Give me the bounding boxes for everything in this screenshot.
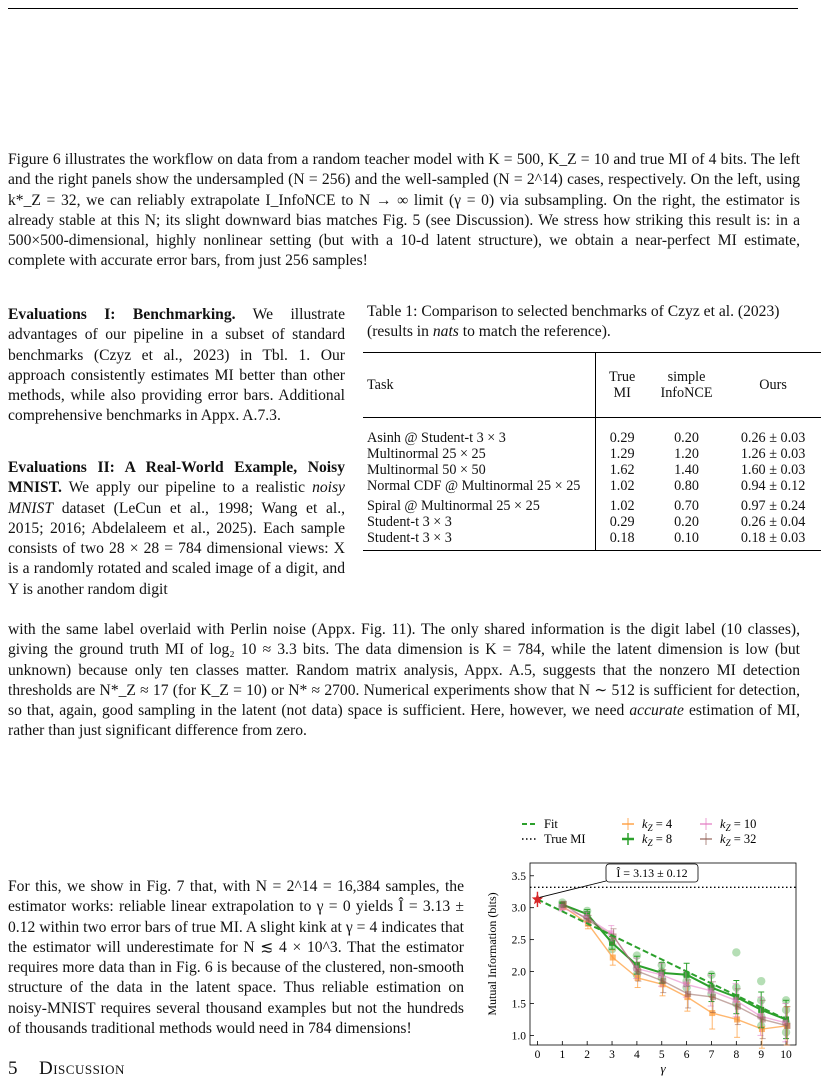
benchmark-table-block (363, 302, 823, 551)
cell-infonce: 0.20 (674, 430, 699, 446)
series-marker (709, 1010, 715, 1016)
section-heading (8, 1058, 125, 1080)
x-tick-label: 8 (733, 1049, 740, 1061)
legend-k4-sub: Z (647, 823, 653, 833)
chart-legend (522, 817, 756, 848)
cell-ours: 0.94 ± 0.12 (740, 478, 806, 494)
legend-k32-sub: Z (725, 838, 731, 848)
scatter-point (757, 977, 765, 985)
y-tick-label: 3.0 (511, 902, 526, 915)
x-axis-label: γ (660, 1061, 666, 1076)
x-tick-label: 4 (634, 1049, 640, 1061)
cell-true-mi: 1.62 (609, 462, 635, 478)
legend-k32-rest: = 32 (730, 832, 757, 846)
table-caption-a: Table 1: Comparison to selected benchmarks of Czyz et al. (2023) (results in (367, 303, 780, 340)
series-marker (635, 975, 641, 981)
series-marker (685, 991, 691, 997)
x-tick-label: 5 (658, 1049, 665, 1061)
cell-ours: 1.26 ± 0.03 (740, 446, 806, 462)
legend-k8-main: k (642, 832, 648, 846)
series-marker (710, 994, 716, 1000)
series-marker (785, 1023, 791, 1029)
intro-paragraph (8, 150, 800, 272)
x-tick-label: 6 (683, 1049, 690, 1061)
cell-infonce: 1.20 (674, 446, 699, 462)
x-tick-label: 0 (534, 1049, 541, 1061)
y-tick-label: 1.5 (511, 998, 526, 1011)
cell-true-mi: 1.29 (609, 446, 635, 462)
legend-k4-main: k (642, 817, 648, 831)
cell-ours: 0.18 ± 0.03 (725, 530, 821, 551)
cell-infonce: 0.10 (648, 530, 725, 551)
figure7-text: For this, we show in Fig. 7 that, with N = 2^14 = 16,384 samples, the estimator works: reliable linear extrapolation to γ = 0 yields Î = 3.13 ± 0.12 within two error bars of true MI. A slight kink at γ = 4 indicates that the estimator will underestimate for N ≲ 4 × 10^3. That the estimator requires more data than in Fig. 6 is because of the clustered, non-smooth structure of the data in the latent space. Thus reliable estimation on noisy-MNIST requires several thousand examples but not the hundreds of thousands traditional methods would need in 784 dimensions! (8, 878, 464, 1038)
series-marker (760, 1016, 766, 1022)
scatter-point (732, 948, 740, 956)
annotation-text: Î = 3.13 ± 0.12 (616, 866, 688, 880)
mnist-italic-accurate: accurate (629, 702, 684, 720)
table-header-row (363, 353, 821, 418)
x-tick-label: 3 (609, 1049, 615, 1061)
series-marker (759, 1026, 765, 1032)
cell-task: Spiral @ Multinormal 25 × 25 (363, 494, 596, 514)
section-title: Discussion (39, 1058, 125, 1079)
benchmark-paragraph (8, 305, 345, 427)
legend-k10-sub: Z (725, 823, 731, 833)
legend-k10-label (720, 817, 756, 833)
cell-true-mi: 0.29 (609, 430, 635, 446)
cell-true-mi: 1.02 (609, 478, 635, 494)
x-tick-label: 2 (584, 1049, 591, 1061)
header-ours: Ours (759, 377, 787, 393)
series-marker (660, 978, 666, 984)
legend-k8 (622, 832, 672, 848)
header-rule (8, 8, 798, 9)
legend-k8-sub: Z (647, 838, 653, 848)
cell-task: Normal CDF @ Multinormal 25 × 25 (363, 478, 596, 494)
table-row (363, 494, 821, 514)
header-true-mi: True MI (608, 369, 636, 401)
intro-text: Figure 6 illustrates the workflow on data from a random teacher model with K = 500, K_Z = 10 and true MI of 4 bits. The left and the right panels show the undersampled (N = 256) and the well-sampled (N = 2^14) cases, respectively. On the left, using k*_Z = 32, we can reliably extrapolate I_InfoNCE to N → ∞ limit (γ = 0) via subsampling. On the right, the estimator is already stable at this N; its slight downward bias matches Fig. 5 (see Discussion). We stress how striking this result is: in a 500×500-dimensional, highly nonlinear setting (but with a 10-d latent structure), we obtain a near-perfect MI estimate, complete with accurate error bars, from just 256 samples! (8, 151, 800, 270)
y-tick-label: 3.5 (511, 870, 526, 883)
cell-task: Student-t 3 × 3 (363, 514, 596, 530)
x-tick-label: 1 (559, 1049, 566, 1061)
legend-k8-label (642, 832, 672, 848)
mnist-text-a: We apply our pipeline to a realistic (68, 479, 306, 497)
cell-ours: 0.26 ± 0.04 (740, 514, 806, 530)
mi-extrapolation-plot (480, 815, 825, 1077)
legend-k4-rest: = 4 (652, 817, 673, 831)
x-tick-label: 9 (758, 1049, 765, 1061)
table-caption-italic: nats (432, 323, 459, 340)
header-simple-infonce: simple InfoNCE (660, 369, 713, 401)
table-row (363, 446, 821, 462)
cell-infonce: 0.80 (674, 478, 699, 494)
cell-true-mi: 1.02 (609, 498, 635, 514)
cell-task: Student-t 3 × 3 (363, 530, 596, 551)
legend-k10-main: k (720, 817, 726, 831)
plot-layer (512, 871, 796, 1061)
header-task: Task (363, 353, 596, 418)
cell-infonce: 0.20 (674, 514, 699, 530)
cell-ours: 0.26 ± 0.03 (740, 430, 806, 446)
mnist-text-d: estimation of MI, rather than just significant difference from zero. (8, 702, 800, 740)
mnist-italic: noisy MNIST (8, 479, 345, 517)
y-tick-label: 1.0 (511, 1030, 526, 1043)
legend-fit-label: Fit (544, 817, 558, 831)
cell-task: Asinh @ Student-t 3 × 3 (363, 418, 596, 447)
cell-task: Multinormal 25 × 25 (363, 446, 596, 462)
table-caption-b: to match the reference). (462, 323, 611, 340)
x-tick-label: 7 (708, 1049, 715, 1061)
y-tick-label: 2.5 (511, 934, 526, 947)
series-marker (735, 1004, 741, 1010)
cell-ours: 0.97 ± 0.24 (740, 498, 806, 514)
benchmark-text: We illustrate advantages of our pipeline in a subset of standard benchmarks (Czyz et al., 2023) in Tbl. 1. Our approach consistently estimates MI better than other methods, while also providing error bars. Additional comprehensive benchmarks in Appx. A.7.3. (8, 306, 346, 425)
benchmark-heading: Evaluations I: Benchmarking. (8, 306, 236, 323)
cell-ours: 1.60 ± 0.03 (740, 462, 806, 478)
series-marker (610, 955, 616, 961)
estimate-annotation (606, 864, 698, 882)
y-tick-label: 2.0 (511, 966, 526, 979)
legend-k10 (700, 817, 756, 833)
legend-k4 (622, 817, 673, 833)
cell-task: Multinormal 50 × 50 (363, 462, 596, 478)
series-marker (684, 972, 690, 978)
legend-truemi-label: True MI (544, 832, 586, 846)
legend-k32-label (720, 832, 756, 848)
figure7-paragraph (8, 877, 464, 1039)
y-axis-label: Mutual Information (bits) (485, 892, 499, 1016)
table-row (363, 478, 821, 494)
figure-7-chart (480, 815, 825, 1077)
mnist-paragraph (8, 458, 345, 600)
benchmark-table (363, 352, 821, 551)
mnist-paragraph-continued (8, 620, 800, 742)
table-row (363, 514, 821, 530)
legend-k8-rest: = 8 (652, 832, 673, 846)
legend-k32-main: k (720, 832, 726, 846)
series-marker (561, 902, 567, 908)
cell-true-mi: 0.18 (596, 530, 648, 551)
section-number: 5 (8, 1058, 18, 1079)
annotation-pointer (539, 881, 606, 897)
legend-k4-label (642, 817, 673, 833)
table-row (363, 462, 821, 478)
legend-k32 (700, 832, 756, 848)
x-tick-label: 10 (780, 1049, 792, 1061)
table-row (363, 530, 821, 551)
mnist-text-c: with the same label overlaid with Perlin noise (Appx. Fig. 11). The only shared information is the digit label (10 classes), giving the ground truth MI of log₂ 10 ≈ 3.3 bits. The data dimension is K = 784, while the latent dimension is low (but unknown) because only ten classes matter. Random matrix analysis, Appx. A.5, suggests that the nonzero MI detection thresholds are N*_Z ≈ 17 (for K_Z = 10) or N* ≈ 2700. Numerical experiments show that N ∼ 512 is sufficient for detection, so that, again, good sampling in the latent (not data) space is sufficient. Here, however, we need (8, 621, 800, 720)
cell-infonce: 1.40 (674, 462, 699, 478)
legend-k10-rest: = 10 (730, 817, 757, 831)
table-caption (367, 302, 823, 342)
mnist-heading: Evaluations II: A Real-World Example, Noisy MNIST. (8, 459, 345, 497)
series-marker (635, 969, 641, 975)
cell-true-mi: 0.29 (609, 514, 635, 530)
fit-line (537, 899, 786, 1019)
cell-infonce: 0.70 (674, 498, 699, 514)
table-row (363, 418, 821, 447)
mnist-text-b: dataset (LeCun et al., 1998; Wang et al., 2015; 2016; Abdelaleem et al., 2025). Each sample consists of two 28 × 28 = 784 dimensional views: X is a randomly rotated and scaled image of a digit, and Y is another random digit (8, 499, 345, 598)
